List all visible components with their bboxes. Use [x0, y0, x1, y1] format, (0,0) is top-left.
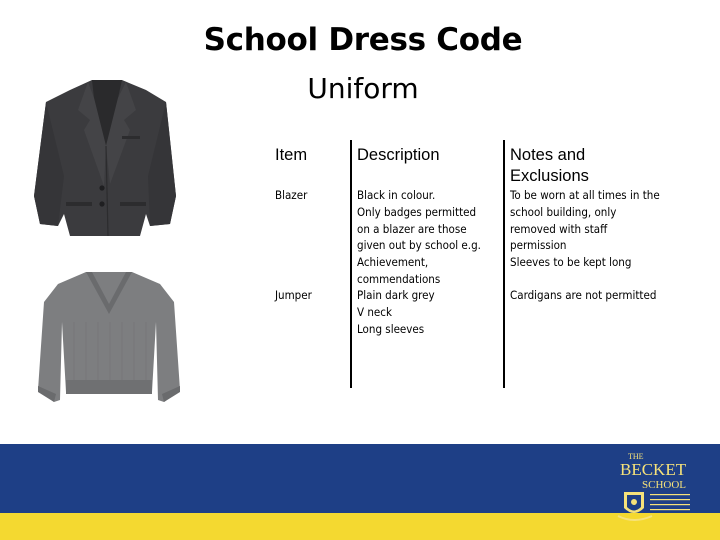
table-row-blazer-item: Blazer — [275, 188, 308, 202]
header-notes: Notes and Exclusions — [510, 146, 589, 185]
table-row-blazer-description: Black in colour. Only badges permitted on a blazer are those given out by school e.g. Achievement, commendations — [357, 188, 481, 286]
school-logo — [612, 448, 702, 528]
header-description: Description — [357, 146, 440, 164]
table-row-jumper-notes: Cardigans are not permitted — [510, 288, 657, 302]
logo-line3: SCHOOL — [642, 479, 687, 491]
column-divider-2 — [503, 140, 505, 388]
page-subtitle: Uniform — [307, 72, 419, 105]
logo-line2: BECKET — [620, 460, 687, 479]
table-row-jumper-item: Jumper — [275, 288, 312, 302]
table-row-jumper-description: Plain dark grey V neck Long sleeves — [357, 288, 435, 336]
jumper-image — [34, 262, 184, 412]
header-item: Item — [275, 146, 308, 164]
logo-line1: THE — [628, 452, 644, 461]
table-row-blazer-notes: To be worn at all times in the school building, only removed with staff permission Sleeves to be kept long — [510, 188, 660, 270]
column-divider-1 — [350, 140, 352, 388]
blazer-image — [30, 76, 182, 244]
page-title: School Dress Code — [203, 22, 523, 58]
